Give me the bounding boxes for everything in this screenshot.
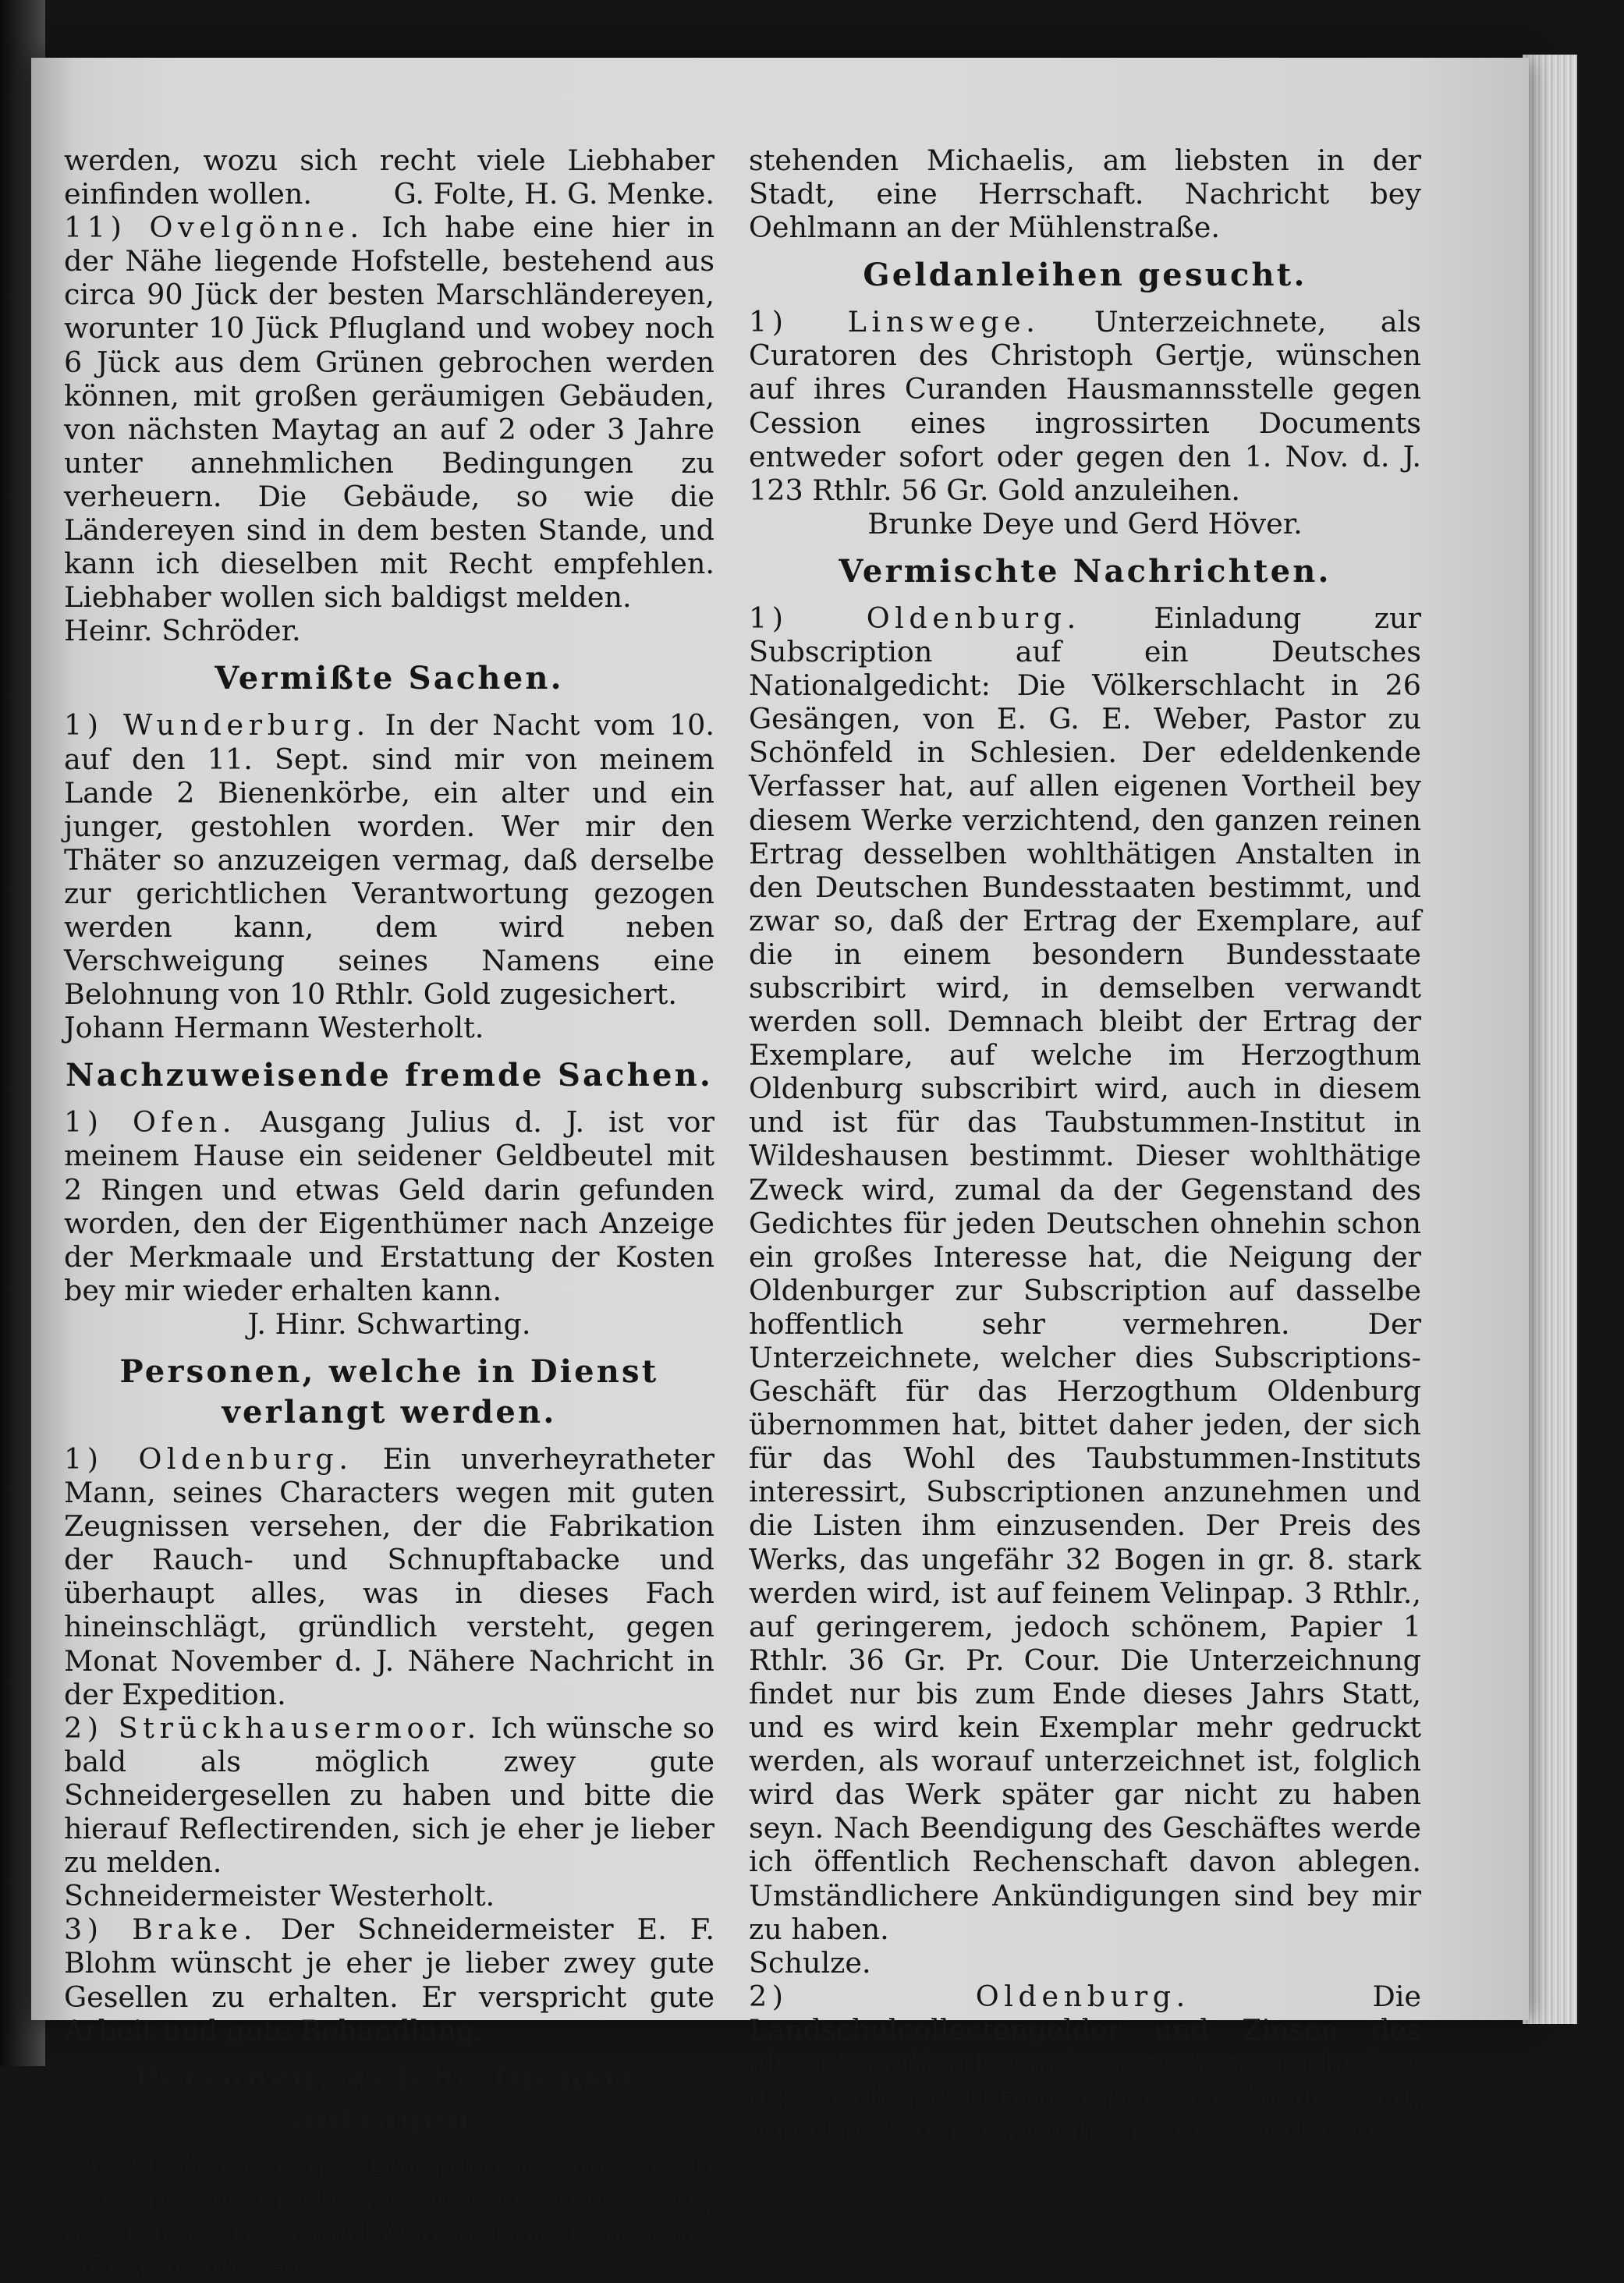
continued-notice: werden, wozu sich recht viele Liebhaber einfinden wollen. G. Folte, H. G. Menke. (64, 144, 714, 211)
notice-strueckhausermoor: 2) Strückhausermoor. Ich wünsche so bald als möglich zwey gute Schneidergesellen zu haben und bitte die hierauf Reflectirenden, sich je eher je lieber zu melden. (64, 1710, 714, 1880)
page-edge (1523, 55, 1577, 2024)
signature: Schulze. (749, 1945, 871, 1980)
signature: J. Hinr. Schwarting. (247, 1306, 531, 1341)
section-heading-vermisste-sachen: Vermißte Sachen. (215, 660, 564, 697)
notice-oldenburg-subscription: 1) Oldenburg. Einladung zur Subscription auf ein Deutsches Nationalgedicht: Die Völkerschlacht in 26 Gesängen, von E. G. E. Weber, Pastor zu Schönfeld in Schlesien. Der edeldenkende Verfasser hat, auf allen eigenen Vortheil bey diesem Werke verzichtend, den ganzen reinen Ertrag desselben wohlthätigen Anstalten in den Deutschen Bundesstaaten bestimmt, und zwar so, daß der Ertrag der Exemplare, auf die in einem besondern Bundesstaate subscribirt wird, in demselben verwandt werden soll. Demnach bleibt der Ertrag der Exemplare, auf welche im Herzogthum Oldenburg subscribirt wird, auch in diesem und ist für das Taubstummen-Institut in Wildeshausen bestimmt. Dieser wohlthätige Zweck wird, zumal da der Gegenstand des Gedichtes für jeden Deutschen ohnehin schon ein großes Interesse hat, die Neigung der Oldenburger zur Subscription auf dasselbe hoffentlich sehr vermehren. Der Unterzeichnete, welcher dies Subscriptions-Geschäft für das Herzogthum Oldenburg übernommen hat, bittet daher jeden, der sich für das Wohl des Taubstummen-Instituts interessirt, Subscriptionen anzunehmen und die Listen ihm einzusenden. Der Preis des Werks, das ungefähr 32 Bogen in gr. 8. stark werden wird, ist auf feinem Velinpap. 3 Rthlr., auf geringerem, jedoch schönem, Papier 1 Rthlr. 36 Gr. Pr. Cour. Die Unterzeichnung findet nur bis zum Ende dieses Jahrs Statt, und es wird kein Exemplar mehr gedruckt werden, als worauf unterzeichnet ist, folglich wird das Werk später gar nicht zu haben seyn. Nach Beendigung des Geschäftes werde ich öffentlich Rechenschaft davon ablegen. Umständlichere Ankündigungen sind bey mir zu haben. (749, 601, 1421, 1946)
notice-oldenburg-dienst: 1) Oldenburg. Ein unverheyratheter Mann, seines Characters wegen mit guten Zeugnissen versehen, der die Fabrikation der Rauch- und Schnupftabacke und überhaupt alles, was in dieses Fach hineinschlägt, gründlich versteht, gegen Monat November d. J. Nähere Nachricht in der Expedition. (64, 1442, 714, 1711)
place-name: 1) Oldenburg. (64, 1442, 353, 1476)
place-name: 1) Wunderburg. (64, 708, 371, 743)
signature: Heinr. Schröder. (64, 614, 301, 648)
signature: G. Folte, H. G. Menke. (393, 177, 714, 211)
notice-brake: 3) Brake. Der Schneidermeister E. F. Blohm wünscht je eher je lieber zwey gute Gesellen zu erhalten. Er verspricht gute Arbeit und gute Behandlung. (64, 1913, 715, 2047)
place-name: 1) Ofen. (64, 1105, 237, 1140)
notice-oldenburg-schulfonds: 2) Oldenburg. Die Landschulcollectengelder und Zinsen des alten Schulfonds sind, so weit sie nicht bey der Kirchenvisitation schon ausgetheilet sind, von den Nebenschulhaltern auf erforderliche (749, 1979, 1421, 2148)
signature: Johann Hermann Westerholt. (64, 1011, 484, 1045)
signature: Schneidermeister Westerholt. (64, 1879, 495, 1913)
notice-ofen: 1) Ofen. Ausgang Julius d. J. ist vor meinem Hause ein seidener Geldbeutel mit 2 Ringen und etwas Geld darin gefunden worden, den der Eigenthümer nach Anzeige der Merkmaale und Erstattung der Kosten bey mir wieder erhalten kann. (64, 1105, 714, 1307)
place-name: 3) Brake. (64, 1913, 257, 1947)
place-name: 2) Strückhausermoor. (64, 1710, 481, 1745)
place-name: 2) Oldenburg. (749, 1979, 1190, 2013)
place-name: 1) Linswege. (749, 305, 1041, 339)
notice-oldenburg-antragen: 1) Oldenburg. Ein junger, mit guten Zeugnissen versehener Mensch vom Lande, der mit Pferden und Wagen umgehen kann, wünscht auf bevor- (64, 2148, 714, 2283)
section-heading-dienste-antragen: Personen, welche Dienste antragen. (135, 2059, 644, 2137)
left-column (64, 144, 714, 2283)
section-heading-vermischte-nachrichten: Vermischte Nachrichten. (839, 552, 1331, 590)
section-heading-dienst-verlangt: Personen, welche in Dienst verlangt werden. (119, 1353, 659, 1430)
section-heading-fremde-sachen: Nachzuweisende fremde Sachen. (65, 1057, 714, 1094)
notice-wunderburg: 1) Wunderburg. In der Nacht vom 10. auf den 11. Sept. sind mir von meinem Lande 2 Bienenkörbe, ein alter und ein junger, gestohlen worden. Wer mir den Thäter so anzuzeigen vermag, daß derselbe zur gerichtlichen Verantwortung gezogen werden kann, dem wird neben Verschweigung seines Namens eine Belohnung von 10 Rthlr. Gold zugesichert. (64, 708, 714, 1012)
notice-ovelgoenne: 11) Ovelgönne. Ich habe eine hier in der Nähe liegende Hofstelle, bestehend aus circa 90 Jück der besten Marschländereyen, worunter 10 Jück Pflugland und wobey noch 6 Jück aus dem Grünen gebrochen werden können, mit großen geräumigen Gebäuden, von nächsten Maytag an auf 2 oder 3 Jahre unter annehmlichen Bedingungen zu verheuern. Die Gebäude, so wie die Ländereyen sind in dem besten Stande, und kann ich dieselben mit Recht empfehlen. Liebhaber wollen sich baldigst melden. (64, 211, 714, 615)
right-column (749, 144, 1421, 2147)
continued-notice: stehenden Michaelis, am liebsten in der Stadt, eine Herrschaft. Nachricht bey Oehlmann an der Mühlenstraße. (749, 144, 1421, 245)
notice-linswege: 1) Linswege. Unterzeichnete, als Curatoren des Christoph Gertje, wünschen auf ihres Curanden Hausmannsstelle gegen Cession eines ingrossirten Documents entweder sofort oder gegen den 1. Nov. d. J. 123 Rthlr. 56 Gr. Gold anzuleihen. (749, 305, 1422, 507)
signature: Brunke Deye und Gerd Höver. (867, 506, 1303, 541)
book-page (31, 58, 1529, 2283)
place-name: 1) Oldenburg. (64, 2148, 346, 2182)
place-name: 1) Oldenburg. (749, 601, 1081, 635)
section-heading-geldanleihen: Geldanleihen gesucht. (863, 257, 1307, 294)
place-name: 11) Ovelgönne. (64, 211, 364, 245)
